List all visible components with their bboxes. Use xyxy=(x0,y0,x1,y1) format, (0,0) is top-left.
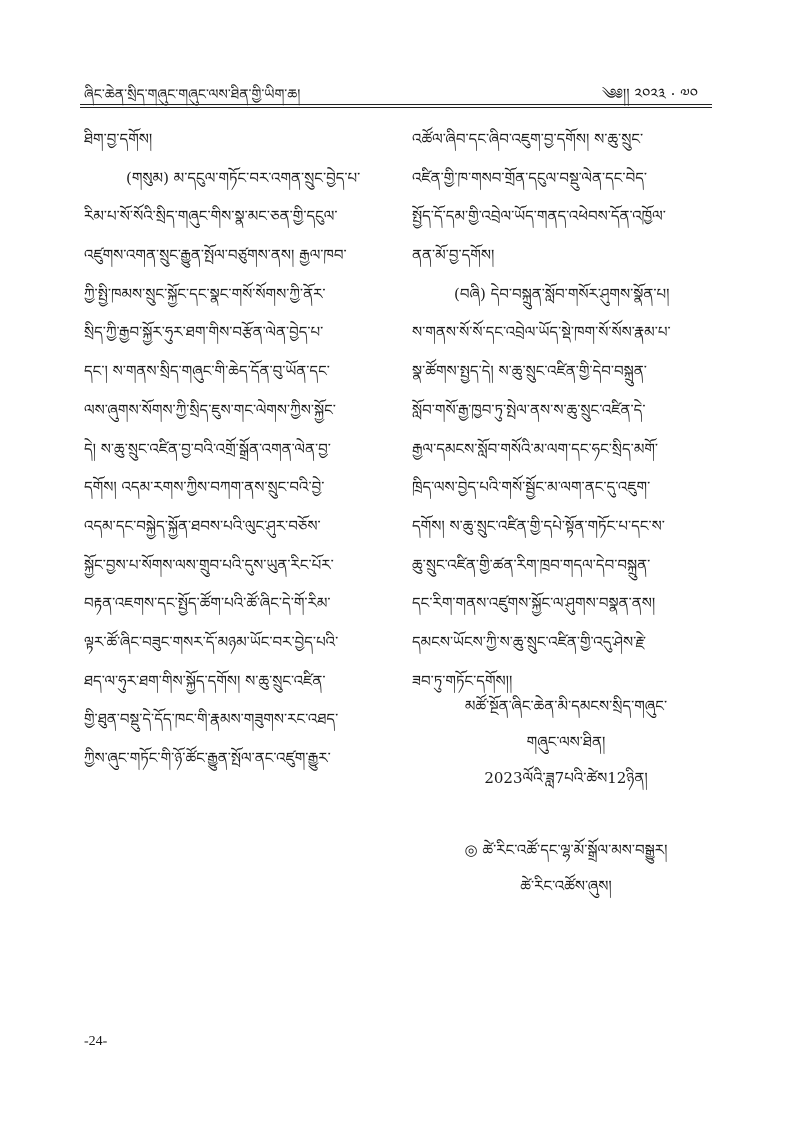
proofreader-line: ཚེ་རིང་འཚོས་ཞུས། xyxy=(520,877,612,895)
text-line: དང་། ས་གནས་སྲིད་གཞུང་གི་ཆེད་དོན་བུ་ཡོན་དང་ xyxy=(84,362,330,381)
text-line: ལྟར་ཚོ་ཞིང་བཟུང་གསར་དོ་མཉམ་ཡོང་བར་བྱེད་པའི་ xyxy=(84,632,339,651)
issuing-authority: མཚོ་སྔོན་ཞིང་ཆེན་མི་དམངས་སྲིད་གཞུང་ xyxy=(464,697,668,715)
text-line: སྲིད་ཀྱི་རྒྱབ་སྐྱོར་ཧུར་ཐག་གིས་བརྩོན་ལེན་བྱེད་པ་ xyxy=(84,323,324,342)
issuing-office: གཞུང་ལས་ཐིན། xyxy=(526,733,606,751)
text-line: དགོས། འདམ་རགས་ཀྱིས་བཀག་ནས་སྲུང་བའི་བྱེ་ xyxy=(84,478,325,497)
header-rule xyxy=(80,104,712,105)
text-line: འཚོལ་ཞིབ་དང་ཞིབ་འཇུག་བྱ་དགོས། ས་ཆུ་སྲུང་ xyxy=(412,130,644,148)
text-line: (གསུམ) མ་དངུལ་གཏོང་བར་འགན་སྲུང་བྱེད་པ་ xyxy=(126,168,361,187)
text-line: ཀྱིས་ཞུང་གཏོང་གི་ཉོ་ཚོང་རྒྱུན་སྤོལ་ནང་འཛུག་རྒྱུར་ xyxy=(84,749,331,767)
page-number: -24- xyxy=(84,1034,108,1049)
page-header-right-title: ༄༅།། ༢༠༢༣ · ༧༠ xyxy=(601,85,698,103)
text-line: ས་གནས་སོ་སོ་དང་འབྲེལ་ཡོད་སྡེ་ཁག་སོ་སོས་རྣམ་པ་ xyxy=(412,323,671,342)
translation-credit xyxy=(412,832,720,904)
text-line: དེ། ས་ཆུ་སྲུང་འཛིན་བྱ་བའི་འགྲོ་སྒྲོན་འགན་ལེན་བྱ་ xyxy=(84,439,331,458)
issue-date: 2023ལོའི་ཟླ7པའི་ཚེས12ཉིན། xyxy=(484,769,648,787)
page-header-left-title: ཞིང་ཆེན་སྲིད་གཞུང་གཞུང་ལས་ཐིན་གྱི་ཡིག་ཆ། xyxy=(84,87,301,103)
text-line: འཛུགས་འགན་སྲུང་རྒྱུན་སྤོལ་བཙུགས་ནས། རྒྱལ་ཁབ་ xyxy=(84,246,347,265)
header-rule-thin xyxy=(80,107,712,108)
right-text-column xyxy=(412,120,720,700)
text-line: ཟབ་ཏུ་གཏོང་དགོས།། xyxy=(412,671,513,690)
text-line: དམངས་ཡོངས་ཀྱི་ས་ཆུ་སྲུང་འཛིན་གྱི་འདུ་ཤེས་རྗེ་ xyxy=(412,632,647,651)
text-line: དང་རིག་གནས་འཛུགས་སྐྱོང་ལ་ཤུགས་བསྣན་ནས། xyxy=(412,594,656,613)
text-line: འདམ་དང་བསྐྱེད་སྐྱོན་ཐབས་པའི་ལུང་ཤུར་བཅོས་ xyxy=(84,516,321,535)
text-line: རིམ་པ་སོ་སོའི་སྲིད་གཞུང་གིས་སྣ་མང་ཅན་གྱི་དངུལ་ xyxy=(84,207,338,226)
text-line: སྣ་ཚོགས་སྤྱད་དེ། ས་ཆུ་སྲུང་འཛིན་གྱི་དེབ་བསྐྲུན་ xyxy=(412,362,647,381)
left-text-column xyxy=(84,120,392,778)
text-line: འཛིན་གྱི་ཁ་གསབ་གྲོན་དངུལ་བསྡུ་ལེན་དང་བེད་ xyxy=(412,168,648,187)
text-line: ཐད་ལ་ཧུར་ཐག་གིས་སྐྱོད་དགོས། ས་ཆུ་སྲུང་འཛིན་ xyxy=(84,671,326,690)
text-line: ཆུ་སྲུང་འཛིན་གྱི་ཚན་རིག་ཁྲབ་གདལ་དེབ་བསྐྲུན་ xyxy=(412,555,651,574)
translator-line: ◎ ཚེ་རིང་འཚོ་དང་ལྷ་མོ་སྒྲོལ་མས་བསྒྱུར། xyxy=(464,841,668,859)
text-line: ཁྲིད་ལས་བྱེད་པའི་གསོ་སྦྱོང་མ་ལག་ནང་དུ་འཇུག་ xyxy=(412,478,651,497)
text-line: བརྟན་འཇགས་དང་སྤྱོད་ཚོག་པའི་ཚོ་ཞིང་དེ་གོ་རིམ་ xyxy=(84,594,331,613)
closing-signature-block xyxy=(412,688,720,796)
text-line: རྒྱལ་དམངས་སློབ་གསོའི་མ་ལག་དང་ཧང་སྲིད་མགོ་ xyxy=(412,439,659,458)
text-line: སྤྱོད་དོ་དམ་གྱི་འབྲེལ་ཡོད་གནད་འཕེབས་དོན་འཁྱོལ་ xyxy=(412,207,666,226)
text-line: སྐྱོང་བྱས་པ་སོགས་ལས་གྲུབ་པའི་དུས་ཡུན་རིང་པོར་ xyxy=(84,555,334,574)
text-line: ཐིག་བྱ་དགོས། xyxy=(84,130,153,148)
text-line: སློབ་གསོ་རྒྱ་ཁྱབ་ཏུ་སྤེལ་ནས་ས་ཆུ་སྲུང་འཛིན་དེ་ xyxy=(412,400,646,419)
text-line: དགོས། ས་ཆུ་སྲུང་འཛིན་གྱི་དཔེ་སྟོན་གཏོང་པ་དང་ས་ xyxy=(412,516,665,535)
text-line: ནན་མོ་བྱ་དགོས། xyxy=(412,246,495,265)
text-line: ལས་ཞུགས་སོགས་ཀྱི་སྲིད་ཇུས་གང་ལེགས་ཀྱིས་སྐྱོང་ xyxy=(84,400,336,419)
section-heading-line: (བཞི) དེབ་བསྐྲུན་སློབ་གསོར་ཤུགས་སྣོན་པ། xyxy=(454,284,670,303)
text-line: གྱི་ཐུན་བསྡུ་དེ་དོད་ཁང་གི་རྣམས་གཟུགས་རང་འཐད་ xyxy=(84,710,339,729)
text-line: ཀྱི་སྤྱི་ཁམས་སྲུང་སྐྱོང་དང་སྣང་གསོ་སོགས་ཀྱི་ནོར་ xyxy=(84,284,326,303)
